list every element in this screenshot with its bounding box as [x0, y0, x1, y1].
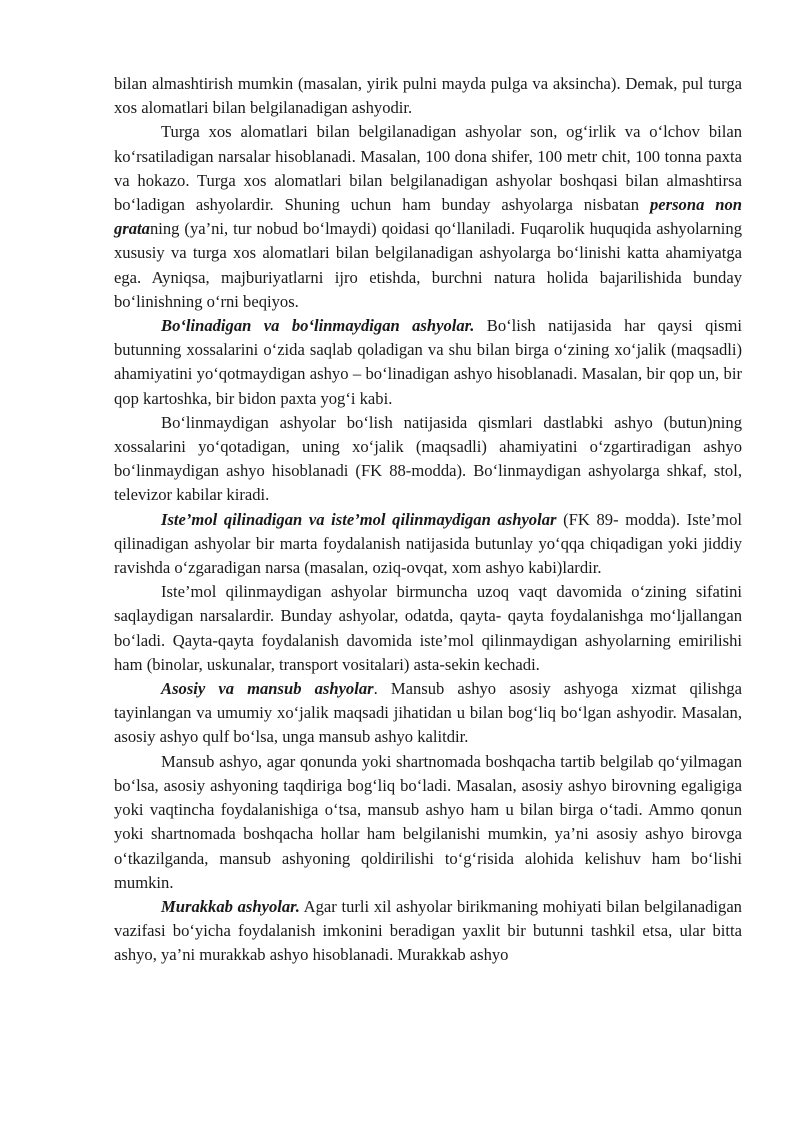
text-run: ning (ya’ni, tur nobud bo‘lmaydi) qoidasi qo‘llaniladi. Fuqarolik huquqida ashyolarning xususiy va turga xos alomatlari bilan belgilanadigan ashyolarga bo‘linishi katta ahamiyatga ega. Ayniqsa, majburiyatlarni ijro etishda, burchni natura holida bajarilishida bunday bo‘linishning o‘rni beqiyos.	[114, 219, 742, 311]
text-run: Mansub ashyo, agar qonunda yoki shartnomada boshqacha tartib belgilab qo‘yilmagan bo‘lsa, asosiy ashyoning taqdiriga bog‘liq bo‘ladi. Masalan, asosiy ashyo birovning egaligiga yoki vaqtincha foydalanishiga o‘tsa, mansub ashyo ham u bilan birga o‘tadi. Ammo qonun yoki shartnomada boshqacha hollar ham belgilanishi mumkin, ya’ni asosiy ashyo birovga o‘tkazilganda, mansub ashyoning qoldirilishi to‘g‘risida alohida kelishuv ham bo‘lishi mumkin.	[114, 751, 742, 892]
text-run: Bo‘linmaydigan ashyolar bo‘lish natijasida qismlari dastlabki ashyo (butun)ning xossalarini yo‘qotadigan, uning xo‘jalik (maqsadli) ahamiyatini o‘zgartiradigan ashyo bo‘linmaydigan ashyo hisoblanadi (FK 88-modda). Bo‘linmaydigan ashyolarga shkaf, stol, televizor kabilar kiradi.	[114, 412, 742, 505]
paragraph	[114, 314, 742, 411]
paragraph	[114, 411, 742, 508]
paragraph	[114, 120, 742, 314]
section-heading: Bo‘linadigan va bo‘linmaydigan ashyolar.	[161, 316, 475, 336]
text-run: Iste’mol qilinmaydigan ashyolar birmuncha uzoq vaqt davomida o‘zining sifatini saqlaydigan narsalardir. Bunday ashyolar, odatda, qayta- qayta foydalanishga mo‘ljallangan bo‘ladi. Qayta-qayta foydalanish davomida iste’mol qilinmaydigan ashyolarning emirilishi ham (binolar, uskunalar, transport vositalari) asta-sekin kechadi.	[114, 582, 742, 674]
latin-term: persona non grata	[114, 195, 742, 239]
text-run: (FK 89- modda). Iste’mol qilinadigan ashyolar bir marta foydalanish natijasida butunlay yo‘qqa chiqadigan yoki jiddiy ravishda o‘zgaradigan narsa (masalan, oziq-ovqat, xom ashyo kabi)lardir.	[114, 509, 742, 578]
document-page	[114, 72, 742, 968]
paragraph	[114, 750, 742, 895]
text-run: bilan almashtirish mumkin (masalan, yirik pulni mayda pulga va aksincha). Demak, pul turga xos alomatlari bilan belgilanadigan ashyodir.	[114, 74, 742, 118]
text-run: Bo‘lish natijasida har qaysi qismi butunning xossalarini o‘zida saqlab qoladigan va shu bilan birga o‘zining xo‘jalik (maqsadli) ahamiyatini yo‘qotmaydigan ashyo – bo‘linadigan ashyo hisoblanadi. Masalan, bir qop un, bir qop kartoshka, bir bidon paxta yog‘i kabi.	[114, 316, 742, 408]
paragraph	[114, 508, 742, 581]
section-heading: Murakkab ashyolar.	[161, 896, 300, 916]
paragraph	[114, 677, 742, 750]
text-run: Turga xos alomatlari bilan belgilanadigan ashyolar son, og‘irlik va o‘lchov bilan ko‘rsatiladigan narsalar hisoblanadi. Masalan, 100 dona shifer, 100 metr chit, 100 tonna paxta va hokazo. Turga xos alomatlari bilan belgilanadigan ashyolar boshqasi bilan almashtirsa bo‘ladigan ashyolardir. Shuning uchun ham bunday ashyolarga nisbatan	[114, 122, 742, 215]
paragraph	[114, 580, 742, 677]
text-run: Agar turli xil ashyolar birikmaning mohiyati bilan belgilanadigan vazifasi bo‘yicha foydalanish imkonini beradigan yaxlit bir butunni tashkil etsa, ular bitta ashyo, ya’ni murakkab ashyo hisoblanadi. Murakkab ashyo	[114, 896, 742, 965]
section-heading: Iste’mol qilinadigan va iste’mol qilinmaydigan ashyolar	[161, 509, 557, 529]
text-run: . Mansub ashyo asosiy ashyoga xizmat qilishga tayinlangan va umumiy xo‘jalik maqsadi jihatidan u bilan bog‘liq bo‘lgan ashyodir. Masalan, asosiy ashyo qulf bo‘lsa, unga mansub ashyo kalitdir.	[114, 679, 743, 747]
section-heading: Asosiy va mansub ashyolar	[161, 679, 374, 699]
paragraph	[114, 895, 742, 968]
paragraph	[114, 72, 742, 120]
